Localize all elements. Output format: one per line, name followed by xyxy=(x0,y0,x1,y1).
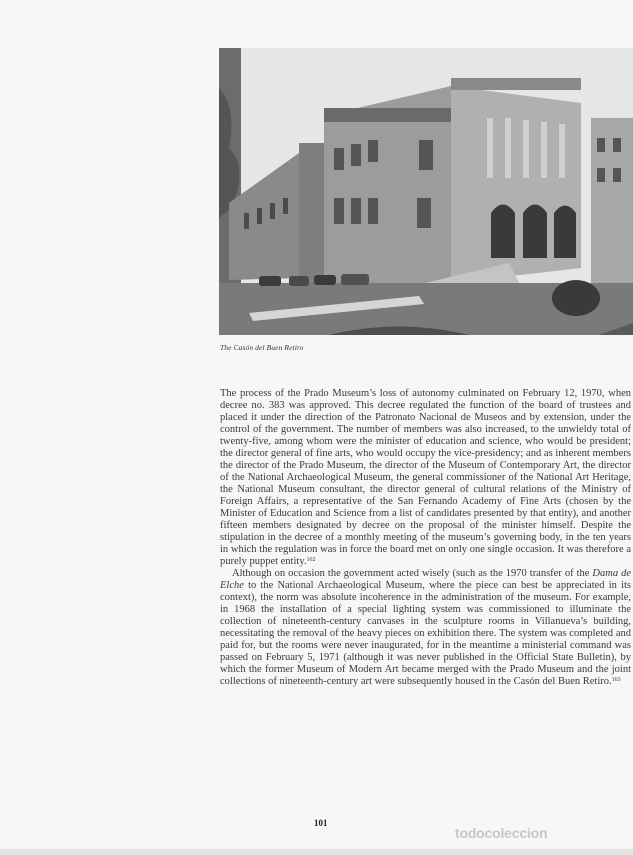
footnote-ref-163: 163 xyxy=(611,677,621,683)
building-photograph xyxy=(219,48,633,335)
paragraph-2 xyxy=(220,568,631,688)
artwork-title: Dama de Elche xyxy=(220,568,631,591)
page-bottom-edge xyxy=(0,849,633,855)
footnote-ref-162: 162 xyxy=(306,557,316,563)
paragraph-1-text: The process of the Prado Museum’s loss of autonomy culminated on February 12, 1970, when decree no. 383 was approved. This decree regulated the function of the board of trustees and placed it under the direction of the Patronato Nacional de Museos and by extension, under the control of the government. The number of members was also increased, to the unwieldy total of twenty-five, among whom were the minister of education and science, who would be president; the director general of fine arts, who would occupy the vice-presidency; and as inherent members the director of the Prado Museum, the director of the Museum of Contemporary Art, the director of the National Archaeological Museum, the general commissioner of the National Art Heritage, the National Museum consultant, the director general of cultural relations of the Ministry of Foreign Affairs, a representative of the San Fernando Academy of Fine Arts (chosen by the Minister of Education and Science from a list of candidates presented by that entity), and another fifteen members designated by decree on the proposal of the minister himself. Despite the stipulation in the decree of a monthly meeting of the museum’s governing body, in the ten years in which the regulation was in force the board met on only one single occasion. It was therefore a purely puppet entity. xyxy=(220,388,631,567)
page-number: 101 xyxy=(314,818,328,828)
watermark-text: todocoleccion xyxy=(455,825,548,841)
paragraph-2-text-a: Although on occasion the government acted wisely (such as the 1970 transfer of the xyxy=(232,568,593,579)
watermark-logo xyxy=(455,825,547,841)
photo-drawing xyxy=(219,48,633,335)
paragraph-1 xyxy=(220,388,631,568)
body-text xyxy=(220,388,631,688)
paragraph-2-text-b: to the National Archaeological Museum, where the piece can best be appreciated in its context), the norm was absolute incoherence in the administration of the museum. For example, in 1968 the installation of a special lighting system was commissioned to illuminate the collection of nineteenth-century canvases in the sculpture rooms in Villanueva’s building, necessitating the removal of the heavy pieces on exhibition there. The system was completed and paid for, but the rooms were never inaugurated, for in the meantime a ministerial command was passed on February 5, 1971 (although it was never published in the Official State Bulletin), by which the former Museum of Modern Art became merged with the Prado Museum and the joint collections of nineteenth-century art were subsequently housed in the Casón del Buen Retiro. xyxy=(220,580,631,687)
photo-caption: The Casón del Buen Retiro xyxy=(220,343,304,352)
